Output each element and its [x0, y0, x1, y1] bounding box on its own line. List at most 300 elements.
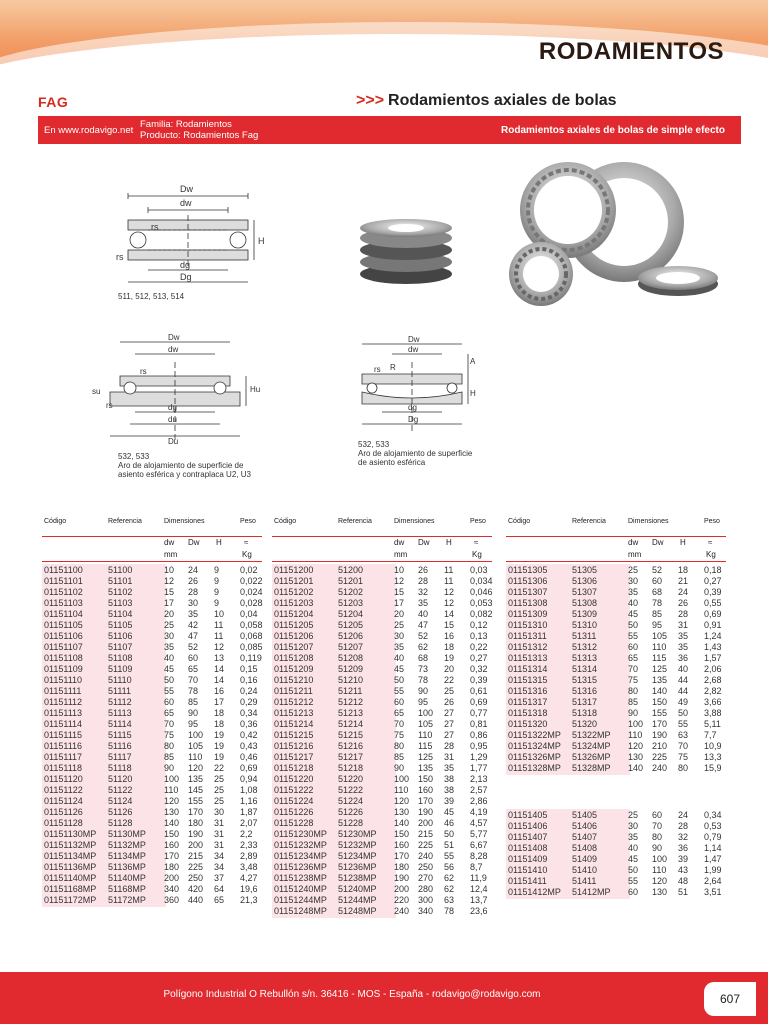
cell-codigo: 01151224	[274, 796, 314, 806]
subheader-dw: dw	[628, 538, 639, 547]
table-row	[272, 730, 496, 741]
header-referencia: Referencia	[572, 518, 606, 525]
header-codigo: Código	[508, 518, 531, 525]
table-row	[42, 763, 266, 774]
cell-H: 50	[678, 708, 689, 718]
cell-referencia: 51222	[338, 785, 364, 795]
cell-H: 51	[678, 887, 689, 897]
footer-address: Polígono Industrial O Rebullón s/n. 36416 - MOS - España - rodavigo@rodavigo.com	[163, 989, 541, 1000]
cell-referencia: 51226	[338, 807, 364, 817]
cell-referencia: 51205	[338, 620, 364, 630]
subheader-H: H	[216, 538, 222, 547]
cell-Dw: 170	[652, 719, 668, 729]
cell-codigo: 01151222	[274, 785, 314, 795]
cell-codigo: 01151113	[44, 708, 83, 718]
cell-dw: 150	[164, 829, 180, 839]
cell-dw: 35	[628, 832, 639, 842]
table-row	[506, 708, 730, 719]
cell-dw: 65	[394, 708, 405, 718]
cell-peso: 0,81	[470, 719, 488, 729]
cell-referencia: 51217	[338, 752, 364, 762]
cell-codigo: 01151118	[44, 763, 83, 773]
cell-codigo: 01151122	[44, 785, 83, 795]
cell-codigo: 01151215	[274, 730, 314, 740]
subheader-mm: mm	[628, 550, 642, 559]
cell-codigo: 01151100	[44, 565, 83, 575]
dim-H: H	[258, 236, 265, 246]
cell-H: 28	[678, 821, 689, 831]
svg-text:Hu: Hu	[250, 385, 260, 394]
svg-text:Dw: Dw	[168, 334, 180, 342]
cell-H: 19	[214, 741, 225, 751]
table-row	[272, 873, 496, 884]
cell-H: 31	[444, 752, 455, 762]
cell-H: 25	[444, 686, 455, 696]
cell-Dw: 110	[418, 730, 433, 740]
cell-Dw: 100	[188, 730, 204, 740]
cell-peso: 1,14	[704, 843, 722, 853]
cell-H: 65	[214, 895, 225, 905]
svg-text:A: A	[470, 357, 476, 366]
cell-referencia: 51136MP	[108, 862, 146, 872]
svg-text:dg: dg	[168, 403, 177, 412]
cell-peso: 1,08	[240, 785, 258, 795]
cell-referencia: 51204	[338, 609, 364, 619]
cell-referencia: 51224	[338, 796, 364, 806]
cell-referencia: 51238MP	[338, 873, 377, 883]
subheader-divider	[272, 561, 492, 562]
cell-referencia: 51228	[338, 818, 364, 828]
table-row	[272, 686, 496, 697]
cell-peso: 0,119	[240, 653, 262, 663]
cell-dw: 200	[394, 884, 410, 894]
cell-codigo: 01151109	[44, 664, 83, 674]
table-row	[272, 642, 496, 653]
cell-H: 37	[214, 873, 225, 883]
cell-codigo: 01151134MP	[44, 851, 97, 861]
subheader-H: H	[446, 538, 452, 547]
cell-Dw: 90	[418, 686, 429, 696]
table-row	[272, 708, 496, 719]
cell-dw: 100	[164, 774, 180, 784]
table-row	[42, 873, 266, 884]
cell-referencia: 51407	[572, 832, 598, 842]
cell-referencia: 51409	[572, 854, 598, 864]
cell-peso: 0,91	[704, 620, 722, 630]
cell-H: 24	[678, 810, 689, 820]
cell-referencia: 51104	[108, 609, 133, 619]
cell-Dw: 110	[188, 752, 203, 762]
cell-H: 14	[214, 664, 225, 674]
cell-Dw: 32	[418, 587, 429, 597]
cell-dw: 70	[628, 664, 639, 674]
cell-codigo: 01151217	[274, 752, 314, 762]
subheader-approx: ≈	[474, 538, 479, 547]
cell-H: 16	[214, 686, 225, 696]
cell-codigo: 01151248MP	[274, 906, 327, 916]
cell-dw: 35	[164, 642, 175, 652]
cell-referencia: 51305	[572, 565, 598, 575]
cell-H: 38	[444, 785, 455, 795]
cell-H: 34	[214, 862, 225, 872]
cell-peso: 1,43	[704, 642, 722, 652]
cell-Dw: 26	[418, 565, 429, 575]
svg-text:Dg: Dg	[408, 415, 419, 424]
table-row	[42, 708, 266, 719]
cell-peso: 1,29	[470, 752, 488, 762]
cell-dw: 55	[394, 686, 405, 696]
cell-codigo: 01151410	[508, 865, 548, 875]
header-referencia: Referencia	[338, 518, 372, 525]
cell-dw: 120	[164, 796, 180, 806]
cell-Dw: 135	[188, 774, 204, 784]
cell-referencia: 51202	[338, 587, 364, 597]
cell-peso: 4,27	[240, 873, 258, 883]
table-row	[506, 730, 730, 741]
cell-codigo: 01151124	[44, 796, 83, 806]
table-row	[42, 664, 266, 675]
cell-codigo: 01151324MP	[508, 741, 561, 751]
cell-referencia: 51213	[338, 708, 364, 718]
cell-codigo: 01151140MP	[44, 873, 97, 883]
table-row	[272, 697, 496, 708]
cell-referencia: 51105	[108, 620, 133, 630]
cell-Dw: 115	[652, 653, 667, 663]
cell-codigo: 01151244MP	[274, 895, 327, 905]
table-row	[42, 785, 266, 796]
cell-referencia: 51240MP	[338, 884, 377, 894]
cell-codigo: 01151216	[274, 741, 314, 751]
cell-codigo: 01151213	[274, 708, 314, 718]
cell-dw: 25	[164, 620, 175, 630]
cell-peso: 0,03	[470, 565, 488, 575]
cell-Dw: 170	[418, 796, 434, 806]
cell-codigo: 01151205	[274, 620, 314, 630]
cell-H: 12	[444, 598, 455, 608]
section-subtitle	[356, 92, 617, 110]
dim-dw: dw	[180, 198, 192, 208]
cell-peso: 2,06	[704, 664, 722, 674]
cell-referencia: 51101	[108, 576, 133, 586]
cell-dw: 100	[394, 774, 410, 784]
cell-peso: 7,7	[704, 730, 717, 740]
cell-dw: 55	[628, 631, 639, 641]
cell-H: 39	[444, 796, 455, 806]
header-dimensiones: Dimensiones	[394, 518, 435, 525]
table-row	[506, 887, 730, 898]
cell-peso: 0,39	[704, 587, 722, 597]
cell-Dw: 65	[188, 664, 199, 674]
cell-codigo: 01151107	[44, 642, 83, 652]
cell-peso: 0,082	[470, 609, 493, 619]
cell-H: 22	[214, 763, 225, 773]
cell-H: 35	[678, 631, 689, 641]
cell-codigo: 01151172MP	[44, 895, 97, 905]
cell-dw: 80	[164, 741, 175, 751]
cell-referencia: 51117	[108, 752, 132, 762]
cell-H: 80	[678, 763, 689, 773]
svg-text:Du: Du	[168, 437, 179, 446]
cell-Dw: 70	[188, 675, 199, 685]
cell-codigo: 01151207	[274, 642, 314, 652]
cell-peso: 0,55	[704, 598, 722, 608]
table-row	[506, 865, 730, 876]
cell-dw: 130	[628, 752, 644, 762]
cell-dw: 60	[628, 642, 639, 652]
subheader-Dw: Dw	[418, 538, 430, 547]
subheader-approx: ≈	[244, 538, 249, 547]
cell-referencia: 51306	[572, 576, 598, 586]
table-row	[506, 741, 730, 752]
table-row	[42, 565, 266, 576]
cell-peso: 0,29	[240, 697, 258, 707]
cell-Dw: 340	[418, 906, 434, 916]
cell-dw: 90	[628, 708, 639, 718]
cell-peso: 2,07	[240, 818, 258, 828]
cell-referencia: 51230MP	[338, 829, 377, 839]
cell-referencia: 51310	[572, 620, 598, 630]
diagram-3-caption-line3: de asiento esférica	[358, 458, 426, 467]
subheader-H: H	[680, 538, 686, 547]
cell-peso: 1,87	[240, 807, 258, 817]
cell-referencia: 51116	[108, 741, 132, 751]
cell-H: 19	[444, 653, 455, 663]
cell-codigo: 01151103	[44, 598, 83, 608]
cell-peso: 0,27	[470, 653, 488, 663]
cell-Dw: 155	[188, 796, 204, 806]
cell-H: 46	[444, 818, 455, 828]
cell-referencia: 51215	[338, 730, 364, 740]
table-row	[272, 884, 496, 895]
cell-H: 28	[678, 609, 689, 619]
cell-dw: 110	[394, 785, 409, 795]
cell-codigo: 01151407	[508, 832, 548, 842]
cell-codigo: 01151128	[44, 818, 83, 828]
cell-peso: 0,36	[240, 719, 258, 729]
cell-Dw: 52	[652, 565, 663, 575]
cell-peso: 2,13	[470, 774, 488, 784]
svg-text:rs: rs	[140, 367, 147, 376]
table-row	[506, 810, 730, 821]
table-row	[506, 653, 730, 664]
cell-H: 12	[444, 587, 455, 597]
cell-dw: 150	[394, 829, 410, 839]
cell-referencia: 51206	[338, 631, 364, 641]
cell-H: 36	[678, 843, 689, 853]
cell-codigo: 01151212	[274, 697, 314, 707]
cell-H: 31	[214, 818, 225, 828]
cell-peso: 0,69	[240, 763, 258, 773]
cell-peso: 21,3	[240, 895, 258, 905]
cell-dw: 340	[164, 884, 180, 894]
cell-Dw: 60	[188, 653, 199, 663]
cell-peso: 0,022	[240, 576, 263, 586]
cell-H: 30	[214, 807, 225, 817]
cell-peso: 0,034	[470, 576, 493, 586]
diagram-2-caption-line3: asiento esférica y contraplaca U2, U3	[118, 470, 251, 479]
cell-Dw: 105	[652, 631, 668, 641]
website-link[interactable]: En www.rodavigo.net	[44, 125, 134, 136]
cell-Dw: 225	[652, 752, 668, 762]
cell-Dw: 250	[188, 873, 204, 883]
cell-H: 38	[444, 774, 455, 784]
cell-dw: 120	[628, 741, 644, 751]
cell-H: 22	[444, 675, 455, 685]
subheader-divider	[506, 561, 726, 562]
cell-H: 18	[214, 719, 225, 729]
cell-referencia: 51312	[572, 642, 598, 652]
cell-peso: 0,34	[704, 810, 722, 820]
header-peso: Peso	[704, 518, 720, 525]
bearing-diagram-532-u2	[90, 334, 260, 450]
cell-H: 45	[444, 807, 455, 817]
cell-referencia: 51308	[572, 598, 598, 608]
cell-Dw: 80	[652, 832, 663, 842]
cell-H: 27	[444, 708, 455, 718]
family-label: Familia: Rodamientos	[140, 119, 232, 130]
cell-codigo: 01151200	[274, 565, 314, 575]
table-row	[42, 840, 266, 851]
table-row	[272, 785, 496, 796]
cell-H: 75	[678, 752, 689, 762]
cell-Dw: 78	[188, 686, 199, 696]
product-label: Producto: Rodamientos Fag	[140, 130, 259, 141]
cell-dw: 70	[164, 719, 175, 729]
cell-dw: 65	[164, 708, 175, 718]
cell-dw: 240	[394, 906, 410, 916]
page-number: 607	[704, 982, 756, 1016]
cell-Dw: 155	[652, 708, 668, 718]
table-row	[506, 620, 730, 631]
cell-Dw: 125	[652, 664, 668, 674]
cell-Dw: 190	[652, 730, 668, 740]
cell-H: 56	[444, 862, 455, 872]
cell-Dw: 240	[418, 851, 434, 861]
table-row	[42, 829, 266, 840]
bearing-diagram-511	[108, 180, 268, 300]
cell-peso: 13,7	[470, 895, 488, 905]
cell-H: 31	[678, 620, 689, 630]
cell-Dw: 73	[418, 664, 429, 674]
cell-peso: 0,058	[240, 620, 263, 630]
cell-Dw: 225	[418, 840, 434, 850]
cell-dw: 60	[164, 697, 175, 707]
table-row	[42, 642, 266, 653]
cell-referencia: 51218	[338, 763, 364, 773]
cell-dw: 45	[628, 609, 639, 619]
cell-codigo: 01151305	[508, 565, 548, 575]
cell-Dw: 85	[652, 609, 663, 619]
diagram-3-caption-line1: 532, 533	[358, 440, 390, 449]
cell-peso: 0,94	[240, 774, 258, 784]
cell-H: 49	[678, 697, 689, 707]
header-peso: Peso	[240, 518, 256, 525]
cell-peso: 1,77	[470, 763, 488, 773]
cell-Dw: 280	[418, 884, 434, 894]
cell-H: 64	[214, 884, 225, 894]
cell-codigo: 01151112	[44, 697, 83, 707]
cell-dw: 40	[394, 653, 405, 663]
header-peso: Peso	[470, 518, 486, 525]
cell-codigo: 01151114	[44, 719, 83, 729]
cell-dw: 160	[394, 840, 410, 850]
cell-H: 26	[678, 598, 689, 608]
svg-text:dg: dg	[408, 403, 417, 412]
cell-codigo: 01151110	[44, 675, 83, 685]
cell-codigo: 01151236MP	[274, 862, 327, 872]
table-row	[506, 821, 730, 832]
cell-Dw: 70	[652, 821, 663, 831]
cell-peso: 11,9	[470, 873, 487, 883]
table-row	[506, 843, 730, 854]
cell-peso: 0,046	[470, 587, 493, 597]
cell-Dw: 150	[418, 774, 434, 784]
cell-dw: 90	[394, 763, 405, 773]
cell-dw: 180	[164, 862, 180, 872]
cell-H: 9	[214, 598, 220, 608]
table-row	[42, 862, 266, 873]
cell-referencia: 51130MP	[108, 829, 146, 839]
cell-H: 11	[214, 631, 224, 641]
svg-text:dw: dw	[408, 345, 419, 354]
header-divider	[506, 536, 726, 537]
cell-referencia: 51106	[108, 631, 133, 641]
cell-H: 18	[214, 708, 225, 718]
cell-Dw: 180	[188, 818, 204, 828]
cell-H: 12	[214, 642, 225, 652]
cell-codigo: 01151308	[508, 598, 548, 608]
cell-H: 32	[678, 832, 689, 842]
subheader-kg: Kg	[242, 550, 252, 559]
header-codigo: Código	[274, 518, 297, 525]
cell-Dw: 215	[188, 851, 204, 861]
cell-H: 78	[444, 906, 455, 916]
cell-dw: 45	[164, 664, 175, 674]
table-row	[272, 763, 496, 774]
cell-peso: 1,24	[704, 631, 722, 641]
cell-peso: 0,22	[470, 642, 488, 652]
table-row	[272, 598, 496, 609]
fag-logo: FAG	[38, 94, 69, 110]
cell-referencia: 51309	[572, 609, 598, 619]
cell-peso: 5,77	[470, 829, 488, 839]
cell-codigo: 01151115	[44, 730, 83, 740]
cell-Dw: 28	[188, 587, 199, 597]
cell-Dw: 440	[188, 895, 204, 905]
cell-peso: 0,02	[240, 565, 258, 575]
table-row	[42, 653, 266, 664]
table-row	[272, 587, 496, 598]
table-row	[506, 752, 730, 763]
cell-dw: 75	[394, 730, 405, 740]
cell-referencia: 51126	[108, 807, 133, 817]
cell-referencia: 51200	[338, 565, 364, 575]
table-row	[42, 730, 266, 741]
cell-codigo: 01151318	[508, 708, 548, 718]
cell-H: 19	[214, 730, 225, 740]
svg-text:du: du	[168, 415, 177, 424]
footer-bar	[0, 972, 768, 1024]
cell-dw: 130	[164, 807, 180, 817]
table-row	[272, 620, 496, 631]
cell-dw: 85	[628, 697, 639, 707]
table-row	[42, 609, 266, 620]
cell-H: 11	[444, 565, 454, 575]
cell-peso: 0,27	[704, 576, 722, 586]
cell-Dw: 100	[418, 708, 434, 718]
cell-codigo: 01151310	[508, 620, 548, 630]
cell-referencia: 51412MP	[572, 887, 611, 897]
